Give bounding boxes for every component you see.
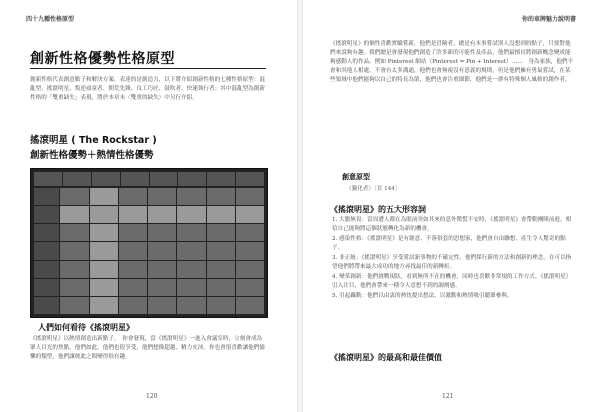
right-body-text: 《搖滾明星》的個性喜歡實驗嘗新，他們是冒險者，總是有本事嘗試別人沒想到的點子，只要對他們來說夠有趣。我們總是會發現他們創造了許多新的可能性及產品，他們最擅長將創新概念變成能夠感動人的作品。例如 Pinterest 網站（Pinterest = Pin + Interest）…… 身為家族，他們不會和其他人相處，不會有太多溝通，他們也會無視沒有意義的規則。但是他們擁有勇氣嘗試，在某些領域中他們能夠以自己的特長為榮，他們也會注重細節，他們是一群有特殊個人風格的創作者。	[330, 41, 574, 83]
list-item: 5. 引起轟動：他們以由衷的熱忱提出想法，以激動和熱情吸引聽眾參與。	[332, 293, 513, 299]
page-number-left: 120	[146, 393, 158, 400]
section-subtitle: 創新性格優勢＋熱情性格優勢	[30, 150, 154, 161]
five-adjectives-list	[332, 216, 576, 302]
subheading-perception: 人們如何看待《搖滾明星》	[38, 323, 134, 332]
intro-paragraph: 創新性格代表創意點子和解決方案。表達的是創造力，以下將介紹創新性格的七種性格原型：混亂型、搖滾明星、叛逆頑童者、開荒先鋒、良工巧匠、鼓吹者、快速執行者；其中混亂型為創新性格的「雙重缺失」表現，將於本章末〈雙重的缺失〉中另行介紹。	[30, 77, 265, 101]
section-title: 搖滾明星 ( The Rockstar )	[30, 135, 157, 146]
five-adjectives-heading: 《搖滾明星》的五大形容詞	[330, 205, 426, 214]
left-body-text: 《搖滾明星》以熱情創造出新點子。 你會發現，當《搖滾明星》一進入會議室時，立刻會成為眾人目光的焦點。他們如此，他們也很享受，他們想像超越、精力充沛。你也會很喜歡讓他們偷懶的類型，他們讓彼此之間變得很有趣。	[30, 336, 265, 360]
list-item: 2. 感染性格：《搖滾明星》是有創意、不落俗套的思想家，他們會自由聯想，產生令人驚奇的點子。	[332, 236, 566, 251]
left-page	[0, 0, 298, 412]
list-item: 1. 大膽無畏：當周遭人都在為眼前突如其來的意外驚慌不安時，《搖滾明星》會帶動團隊前進，相信自己能夠將這個狀態轉化為新的機會。	[332, 217, 572, 232]
running-head-left: 四十九種性格原型	[26, 16, 75, 23]
list-item: 4. 變革創新：他們挑戰現狀，看到無所不在的機會，同時也喜歡非常規的工作方式。《搖滾明星》引入注目，他們會帶來一種令人意想不到的調劑感。	[332, 274, 572, 289]
list-item: 3. 非正統：《搖滾明星》享受嘗試新事物的不確定性，他們採行新的方法和創新的理念，在可以指望他們將帶來最大成功的地方尋找最佳的新轉折。	[332, 255, 572, 270]
prototype-citation: （獵化者）〔頁 144〕	[346, 186, 401, 192]
matrix-body	[34, 188, 264, 314]
matrix-header-row	[34, 172, 264, 186]
page-number-right: 121	[442, 393, 454, 400]
prototype-label: 創意原型	[342, 173, 370, 181]
right-page	[302, 0, 600, 412]
chapter-title: 創新性格優勢性格原型	[30, 51, 175, 67]
personality-matrix-image	[30, 168, 268, 318]
chapter-title-band	[30, 48, 266, 69]
running-head-right: 你的車牌魅力說明書	[521, 16, 576, 23]
section-heading	[30, 132, 157, 161]
best-value-heading: 《搖滾明星》的最高和最佳價值	[330, 353, 442, 362]
